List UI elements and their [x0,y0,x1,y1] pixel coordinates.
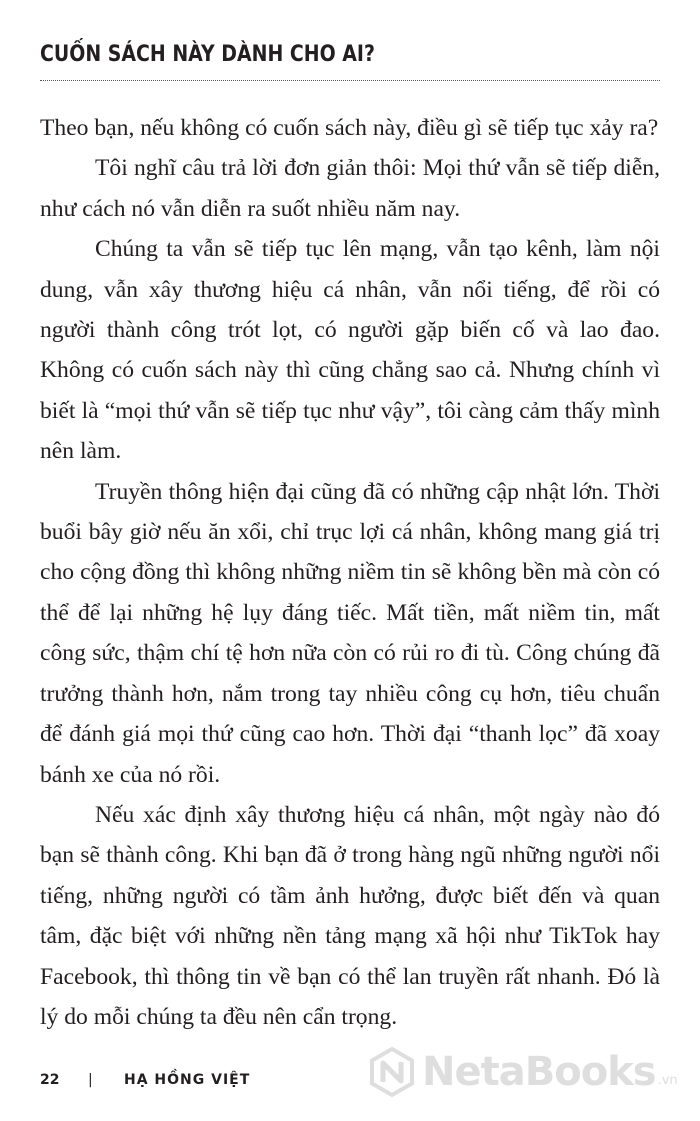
paragraph: Tôi nghĩ câu trả lời đơn giản thôi: Mọi thứ vẫn sẽ tiếp diễn, như cách nó vẫn diễn ra suốt nhiều năm nay. [40,155,660,222]
paragraph: Theo bạn, nếu không có cuốn sách này, điều gì sẽ tiếp tục xảy ra? [40,115,659,141]
page-number: 22 [40,1072,60,1088]
watermark-suffix: .vn [657,1073,678,1088]
paragraph: Nếu xác định xây thương hiệu cá nhân, một ngày nào đó bạn sẽ thành công. Khi bạn đã ở trong hàng ngũ những người nổi tiếng, những người có tầm ảnh hưởng, được biết đến và quan tâm, đặc biệt với những nền tảng mạng xã hội như TikTok hay Facebook, thì thông tin về bạn có thể lan truyền rất nhanh. Đó là lý do mỗi chúng ta đều nên cẩn trọng. [40,801,660,1030]
page-header [40,40,660,81]
header-dotted-divider [40,80,660,81]
paragraph: Chúng ta vẫn sẽ tiếp tục lên mạng, vẫn tạo kênh, làm nội dung, vẫn xây thương hiệu cá nhân, vẫn nổi tiếng, để rồi có người thành công trót lọt, có người gặp biến cố và lao đao. Không có cuốn sách này thì cũng chẳng sao cả. Nhưng chính vì biết là “mọi thứ vẫn sẽ tiếp tục như vậy”, tôi càng cảm thấy mình nên làm. [40,236,660,465]
watermark-brand: NetaBooks [422,1049,656,1095]
paragraph: Truyền thông hiện đại cũng đã có những cập nhật lớn. Thời buổi bây giờ nếu ăn xổi, chỉ trục lợi cá nhân, không mang giá trị cho cộng đồng thì không những niềm tin sẽ không bền mà còn có thể để lại những hệ lụy đáng tiếc. Mất tiền, mất niềm tin, mất công sức, thậm chí tệ hơn nữa còn có rủi ro đi tù. Công chúng đã trưởng thành hơn, nắm trong tay nhiều công cụ hơn, tiêu chuẩn để đánh giá mọi thứ cũng cao hơn. Thời đại “thanh lọc” đã xoay bánh xe của nó rồi. [40,478,660,788]
footer-separator: | [88,1072,93,1088]
watermark [366,1046,678,1098]
body-text [40,108,660,1037]
author-name: HẠ HỒNG VIỆT [124,1072,251,1088]
page-footer [40,1068,250,1092]
chapter-title: CUỐN SÁCH NÀY DÀNH CHO AI? [40,42,375,67]
netabooks-n-hexagon-icon [366,1046,418,1098]
